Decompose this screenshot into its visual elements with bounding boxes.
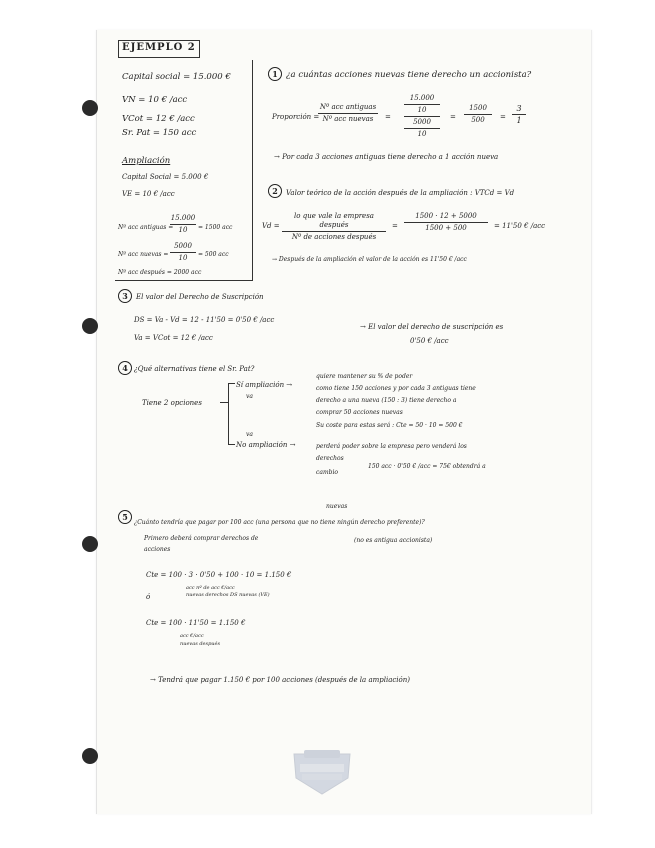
- opt2-line1: perderá poder sobre la empresa pero venderá los: [316, 443, 467, 450]
- fraction-numerator: 1500: [469, 104, 487, 112]
- option-no-ampliacion: No ampliación →: [236, 441, 296, 449]
- fraction-denominator: 1: [516, 116, 522, 125]
- nacc-antiguas-label: Nº acc antiguas =: [118, 224, 174, 231]
- va-formula: Va = VCot = 12 € /acc: [134, 334, 213, 342]
- fraction-numerator: 3: [516, 104, 522, 113]
- sr-pat: Sr. Pat = 150 acc: [122, 128, 197, 138]
- proporcion-fraction-4: [512, 104, 526, 125]
- fraction-denominator: 500: [471, 116, 485, 124]
- equals: =: [500, 113, 506, 121]
- opt1-line3: comprar 50 acciones nuevas: [316, 409, 403, 416]
- equals: =: [450, 113, 456, 121]
- vd-result: = 11'50 € /acc: [494, 222, 546, 230]
- opt1-line0: quiere mantener su % de poder: [316, 373, 413, 380]
- nacc-nuevas-result: = 500 acc: [198, 251, 229, 258]
- q5-line2: acciones: [144, 546, 171, 553]
- fraction-numerator: 15.000: [170, 214, 196, 222]
- q3-question: El valor del Derecho de Suscripción: [136, 293, 264, 301]
- brace: [228, 383, 235, 445]
- tiene-opciones: Tiene 2 opciones: [142, 399, 202, 407]
- fraction-denominator: 1500 + 500: [425, 224, 467, 232]
- q3-conclusion-1: → El valor del derecho de suscripción es: [360, 323, 504, 331]
- vd-fraction-2: [404, 212, 488, 233]
- opt2-line3: 150 acc · 0'50 € /acc = 75€ obtendrá a: [368, 463, 486, 470]
- vn: VN = 10 € /acc: [122, 95, 188, 105]
- q3-conclusion-2: 0'50 € /acc: [410, 337, 449, 345]
- nacc-antiguas-fraction: [170, 214, 196, 235]
- nacc-despues: Nº acc después = 2000 acc: [118, 269, 202, 276]
- ampl-ve: VE = 10 € /acc: [122, 190, 175, 198]
- q1-question: ¿a cuántas acciones nuevas tiene derecho un accionista?: [286, 70, 532, 80]
- fraction-denominator: 10: [178, 226, 188, 234]
- equals: =: [392, 222, 398, 230]
- nacc-nuevas-fraction: [170, 242, 196, 263]
- ampliacion-heading: Ampliación: [122, 156, 171, 166]
- q1-conclusion: → Por cada 3 acciones antiguas tiene derecho a 1 acción nueva: [274, 153, 499, 161]
- page-title: EJEMPLO 2: [122, 42, 196, 53]
- fraction-numerator: Nº acc antiguas: [319, 103, 377, 111]
- or-symbol: ó: [146, 593, 151, 601]
- ampl-capital: Capital Social = 5.000 €: [122, 173, 209, 181]
- q5-question: ¿Cuánto tendría que pagar por 100 acc (una persona que no tiene ningún derecho preferente)?: [134, 519, 425, 526]
- fraction-numerator: 10: [417, 106, 427, 114]
- proporcion-label: Proporción =: [272, 113, 320, 121]
- cte-formula-1: Cte = 100 · 3 · 0'50 + 100 · 10 = 1.150 €: [146, 571, 292, 579]
- option-no-va: va: [246, 431, 253, 438]
- question-number: 2: [268, 184, 282, 198]
- cte-formula-2: Cte = 100 · 11'50 = 1.150 €: [146, 619, 246, 627]
- q4-question: ¿Qué alternativas tiene el Sr. Pat?: [134, 365, 255, 373]
- cte-formula-2-units-2: nuevas después: [180, 641, 221, 647]
- fraction-numerator: lo que vale la empresa después: [294, 212, 374, 229]
- opt2-line4: cambio: [316, 469, 338, 476]
- capital-social: Capital social = 15.000 €: [122, 72, 231, 82]
- fraction-denominator: Nº de acciones después: [291, 233, 377, 241]
- vd-fraction-1: [282, 212, 386, 242]
- option-si-ampliacion: Sí ampliación →: [236, 381, 293, 389]
- question-number: 4: [118, 361, 132, 375]
- cte-formula-2-units: acc €/acc: [180, 633, 204, 639]
- proporcion-fraction-2: [404, 94, 440, 139]
- binder-hole: [82, 100, 98, 116]
- opt1-line1: como tiene 150 acciones y por cada 3 antiguas tiene: [316, 385, 476, 392]
- cte-formula-1-units-2: nuevas derechos DS nuevas (VE): [186, 592, 270, 598]
- fraction-denominator: 5000: [413, 118, 431, 126]
- fraction-numerator: 5000: [174, 242, 192, 250]
- equals: =: [385, 113, 391, 121]
- fraction-denominator: Nº acc nuevas: [322, 115, 374, 123]
- question-number: 5: [118, 510, 132, 524]
- proporcion-fraction-1: [318, 103, 378, 124]
- nacc-nuevas-label: Nº acc nuevas =: [118, 251, 169, 258]
- opt1-line2: derecho a una nueva (150 : 3) tiene derecho a: [316, 397, 457, 404]
- question-number: 3: [118, 289, 132, 303]
- nacc-antiguas-result: = 1500 acc: [198, 224, 233, 231]
- fraction-denominator: 10: [417, 130, 427, 138]
- cte-formula-1-units: acc nº de acc €/acc: [186, 585, 235, 591]
- proporcion-fraction-3: [464, 104, 492, 125]
- vd-label: Vd =: [262, 222, 280, 230]
- school-logo-watermark: [290, 748, 354, 796]
- q5-note: (no es antigua accionista): [354, 537, 433, 544]
- nuevas-annotation: nuevas: [326, 503, 348, 510]
- vcot: VCot = 12 € /acc: [122, 114, 195, 124]
- question-number: 1: [268, 67, 282, 81]
- binder-hole: [82, 536, 98, 552]
- fraction-numerator: 15.000: [409, 94, 435, 102]
- binder-hole: [82, 748, 98, 764]
- q5-conclusion: → Tendrá que pagar 1.150 € por 100 acciones (después de la ampliación): [150, 676, 410, 684]
- q5-line1: Primero deberá comprar derechos de: [144, 535, 259, 542]
- ds-formula: DS = Va - Vd = 12 - 11'50 = 0'50 € /acc: [134, 316, 275, 324]
- q2-conclusion: → Después de la ampliación el valor de la acción es 11'50 € /acc: [272, 256, 467, 263]
- option-si-va: va: [246, 393, 253, 400]
- q2-question: Valor teórico de la acción después de la ampliación : VTCd = Vd: [286, 189, 515, 197]
- brace-connector: [220, 402, 228, 403]
- binder-hole: [82, 318, 98, 334]
- fraction-denominator: 10: [178, 254, 188, 262]
- fraction-numerator: 1500 · 12 + 5000: [415, 212, 477, 220]
- opt1-line4: Su coste para estas será : Cte = 50 · 10 = 500 €: [316, 422, 463, 429]
- opt2-line2: derechos: [316, 455, 344, 462]
